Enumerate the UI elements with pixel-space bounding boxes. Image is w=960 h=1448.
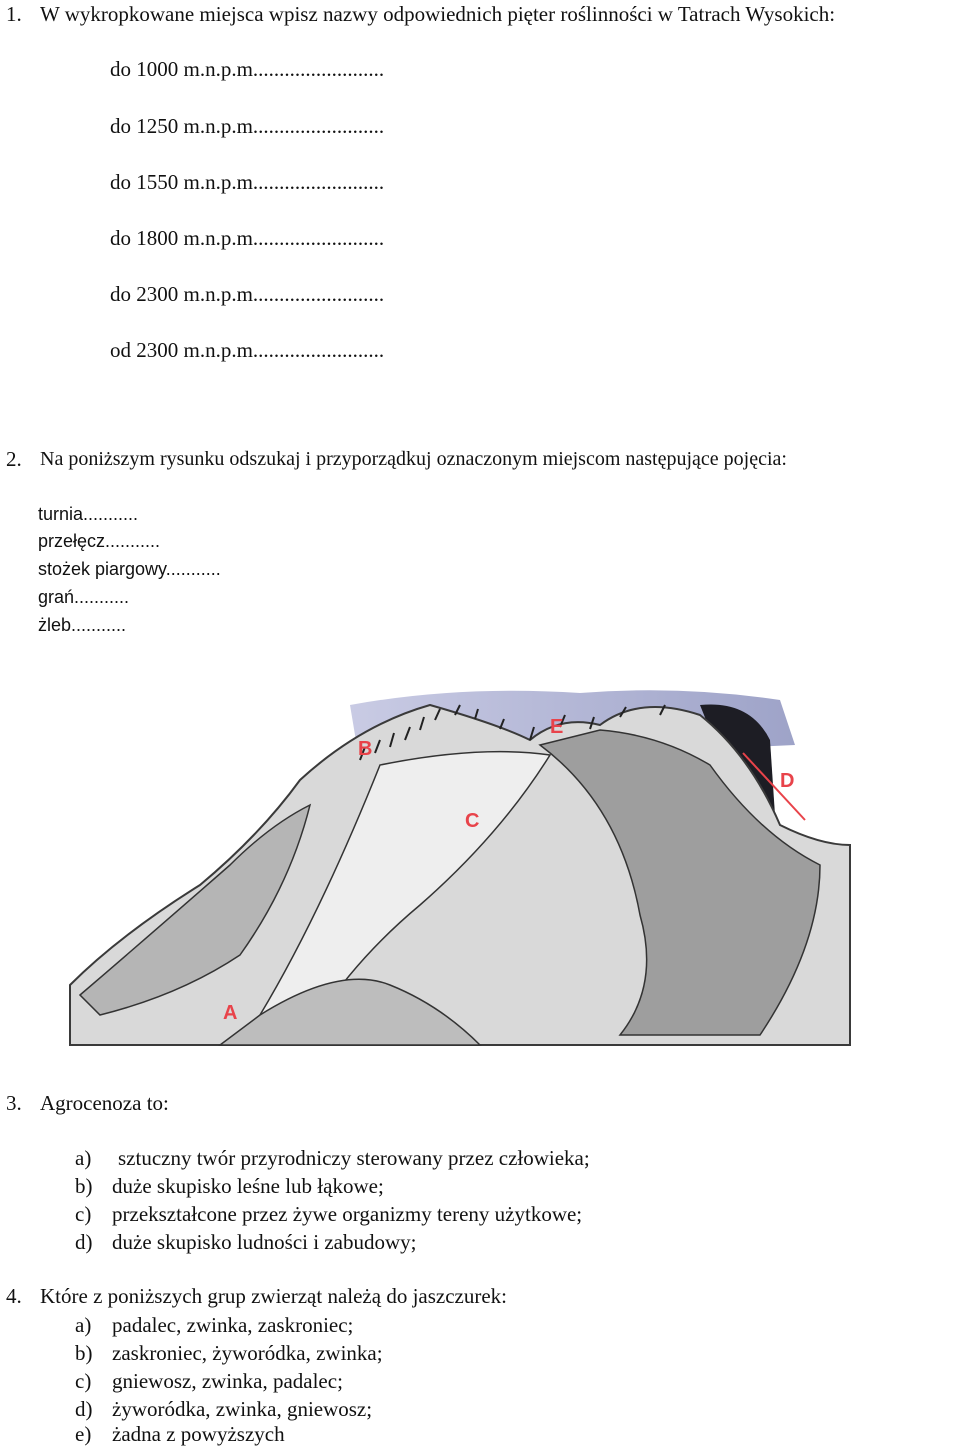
q3-option-d[interactable]: duże skupisko ludności i zabudowy; bbox=[112, 1230, 417, 1254]
q3-option-a[interactable]: sztuczny twór przyrodniczy sterowany przez człowieka; bbox=[118, 1146, 590, 1170]
q2-term-turnia[interactable]: turnia........... bbox=[38, 504, 139, 524]
label-c: C bbox=[465, 810, 480, 832]
label-e: E bbox=[550, 716, 564, 738]
q3-option-a-letter[interactable]: a) bbox=[75, 1146, 92, 1170]
q2-number: 2. bbox=[6, 447, 22, 471]
label-b: B bbox=[358, 738, 373, 760]
q3-number: 3. bbox=[6, 1091, 22, 1115]
q4-option-b-letter[interactable]: b) bbox=[75, 1341, 93, 1365]
q3-option-c-letter[interactable]: c) bbox=[75, 1202, 92, 1226]
q1-line-6[interactable]: od 2300 m.n.p.m......................... bbox=[110, 338, 385, 362]
q4-option-d-letter[interactable]: d) bbox=[75, 1397, 93, 1421]
label-d: D bbox=[780, 770, 795, 792]
label-a: A bbox=[223, 1002, 238, 1024]
q4-option-c[interactable]: gniewosz, zwinka, padalec; bbox=[112, 1369, 343, 1393]
q1-line-2[interactable]: do 1250 m.n.p.m......................... bbox=[110, 114, 385, 138]
q1-text: W wykropkowane miejsca wpisz nazwy odpowiednich pięter roślinności w Tatrach Wysokich: bbox=[40, 2, 836, 26]
q4-option-d[interactable]: żyworódka, zwinka, gniewosz; bbox=[112, 1397, 373, 1421]
q2-term-zleb[interactable]: żleb........... bbox=[38, 615, 127, 635]
q4-option-e[interactable]: żadna z powyższych bbox=[112, 1422, 285, 1446]
q4-option-e-letter[interactable]: e) bbox=[75, 1422, 92, 1446]
q2-term-gran[interactable]: grań........... bbox=[38, 587, 130, 607]
mountain-illustration bbox=[60, 685, 860, 1060]
q2-text: Na poniższym rysunku odszukaj i przyporządkuj oznaczonym miejscom następujące pojęcia: bbox=[40, 448, 787, 470]
q4-number: 4. bbox=[6, 1284, 22, 1308]
q1-line-4[interactable]: do 1800 m.n.p.m......................... bbox=[110, 226, 385, 250]
q1-line-5[interactable]: do 2300 m.n.p.m......................... bbox=[110, 282, 385, 306]
q2-term-stozek[interactable]: stożek piargowy........... bbox=[38, 559, 221, 579]
q3-option-c[interactable]: przekształcone przez żywe organizmy tereny użytkowe; bbox=[112, 1202, 583, 1226]
q2-term-przelecz[interactable]: przełęcz........... bbox=[38, 531, 161, 551]
q1-number: 1. bbox=[6, 2, 22, 26]
q4-option-b[interactable]: zaskroniec, żyworódka, zwinka; bbox=[112, 1341, 383, 1365]
q3-text: Agrocenoza to: bbox=[40, 1091, 169, 1115]
q4-option-a[interactable]: padalec, zwinka, zaskroniec; bbox=[112, 1313, 354, 1337]
q3-option-b[interactable]: duże skupisko leśne lub łąkowe; bbox=[112, 1174, 384, 1198]
q3-option-b-letter[interactable]: b) bbox=[75, 1174, 93, 1198]
q4-option-c-letter[interactable]: c) bbox=[75, 1369, 92, 1393]
q1-line-3[interactable]: do 1550 m.n.p.m......................... bbox=[110, 170, 385, 194]
q4-option-a-letter[interactable]: a) bbox=[75, 1313, 92, 1337]
q4-text: Które z poniższych grup zwierząt należą do jaszczurek: bbox=[40, 1284, 508, 1308]
q1-line-1[interactable]: do 1000 m.n.p.m......................... bbox=[110, 57, 385, 81]
q3-option-d-letter[interactable]: d) bbox=[75, 1230, 93, 1254]
